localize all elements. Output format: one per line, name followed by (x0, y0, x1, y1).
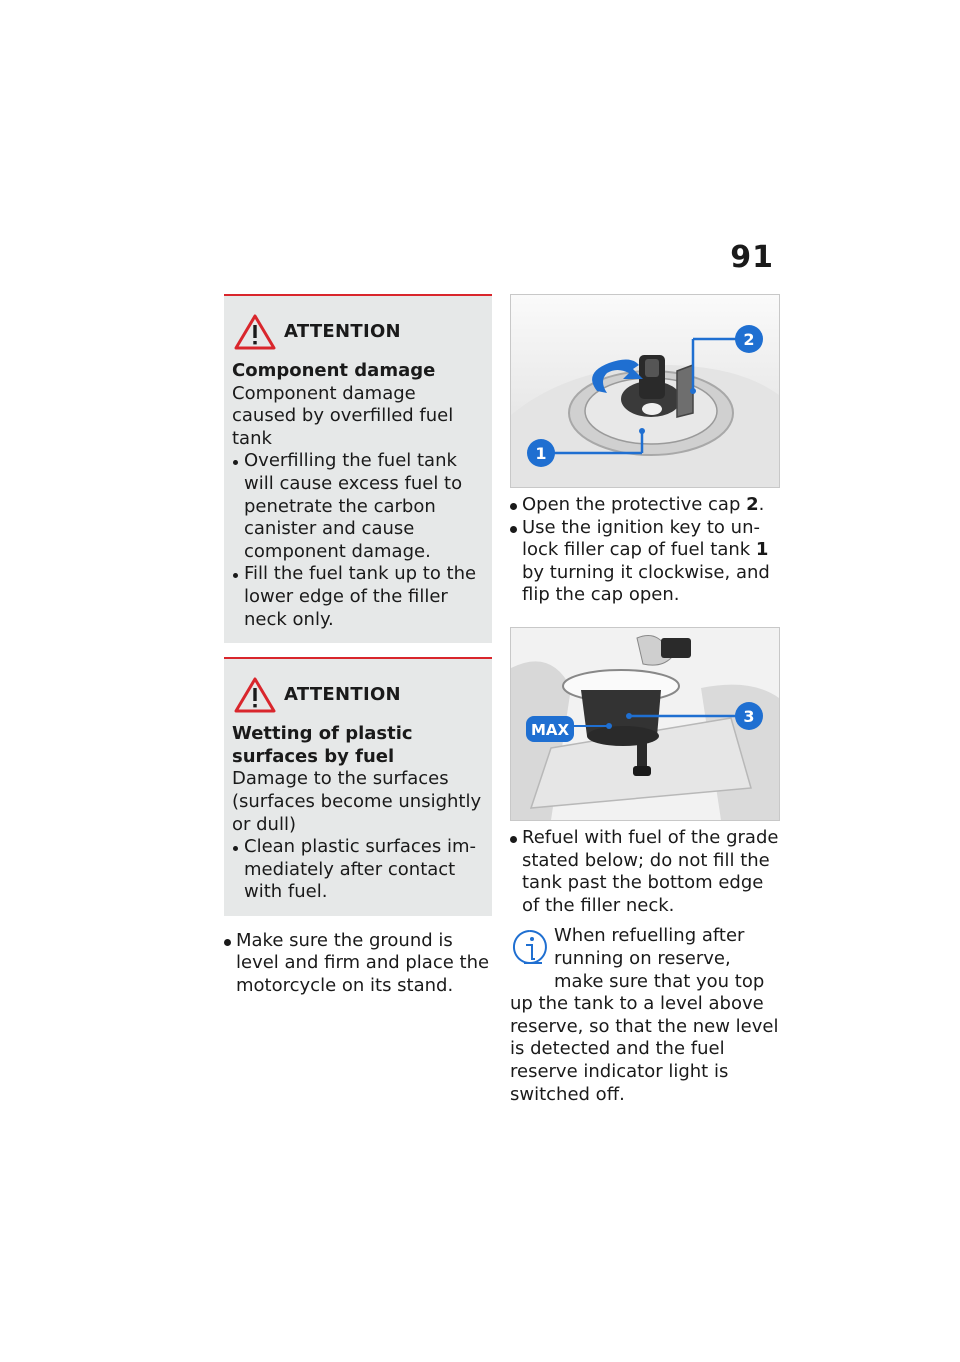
step-item: Make sure the ground is level and firm and place the motorcycle on its stand. (224, 930, 492, 998)
step-item: Use the ignition key to unlock filler cap of fuel tank 1 by turning it clockwise, and flip the cap open. (510, 517, 780, 607)
info-text: When refuelling after running on reserve, make sure that you top up the tank to a level above reserve, so that the new level is detected and the fuel reserve indicator light is switched off. (510, 925, 779, 1105)
notice-subtitle: Wetting of plastic surfaces by fuel (232, 723, 413, 767)
list-item: Fill the fuel tank up to the lower edge of the filler neck only. (232, 563, 484, 631)
notice-title: ATTENTION (284, 320, 401, 342)
callout-3: 3 (743, 706, 755, 726)
right-column (510, 294, 780, 1106)
list-item: Overfilling the fuel tank will cause excess fuel to penetrate the carbon canister and cause component damage. (232, 450, 484, 563)
callout-2: 2 (743, 330, 755, 349)
max-label: MAX (530, 720, 570, 739)
step-list (510, 827, 780, 917)
warning-triangle-icon (234, 314, 276, 350)
left-column (224, 294, 492, 998)
reference-number: 1 (755, 539, 769, 561)
notice-description: Damage to the surfaces (surfaces become unsightly or dull) (232, 768, 482, 835)
filler-neck-illustration (510, 627, 780, 821)
reference-number: 2 (746, 494, 759, 515)
notice-list (232, 836, 484, 904)
attention-notice-component-damage (224, 294, 492, 643)
info-icon (510, 927, 550, 971)
notice-subtitle: Component damage (232, 360, 436, 381)
info-note (510, 925, 780, 1106)
step-item: Open the protective cap 2. (510, 494, 780, 517)
notice-header (234, 314, 484, 350)
notice-list (232, 450, 484, 631)
fuel-cap-illustration (510, 294, 780, 488)
callout-1: 1 (535, 444, 547, 463)
step-item: Refuel with fuel of the grade stated below; do not fill the tank past the bottom edge of the filler neck. (510, 827, 780, 917)
step-list (510, 494, 780, 607)
notice-header (234, 677, 484, 713)
page-number: 91 (730, 240, 774, 275)
attention-notice-plastic-surfaces (224, 657, 492, 916)
notice-description: Component damage caused by overfilled fuel tank (232, 382, 454, 449)
notice-title: ATTENTION (284, 683, 401, 705)
list-item: Clean plastic surfaces immediately after contact with fuel. (232, 836, 484, 904)
step-list (224, 930, 492, 998)
warning-triangle-icon (234, 677, 276, 713)
